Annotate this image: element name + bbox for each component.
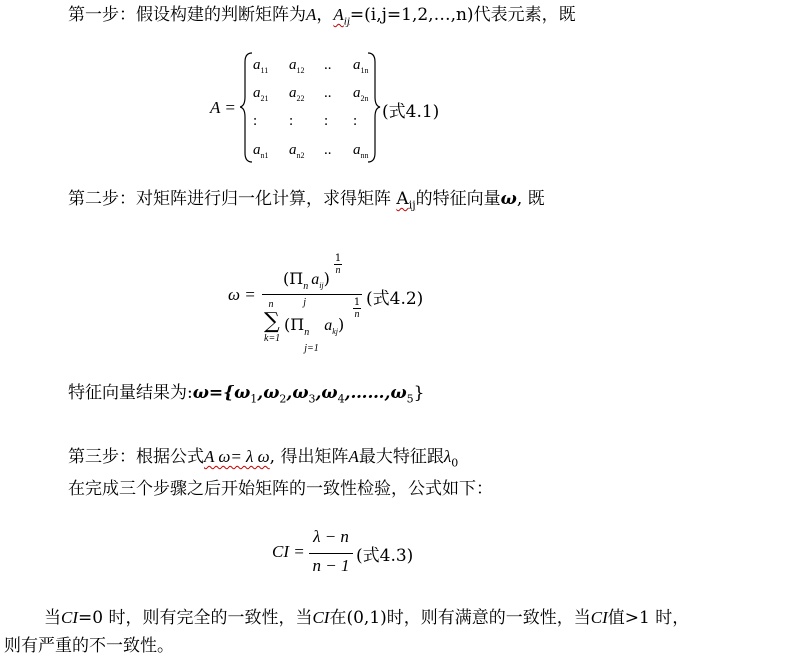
- step3-line: [68, 445, 458, 475]
- matrix-cell-sub: 2n: [360, 94, 369, 103]
- step2-suffix: , 既: [516, 189, 545, 209]
- separator: ，: [316, 5, 334, 25]
- conc-a: 当: [44, 608, 61, 628]
- matrix-cell: $a_{21}$: [253, 85, 269, 103]
- num-sub: j: [303, 297, 306, 308]
- eq42-denominator: [284, 313, 345, 354]
- lambda-sub: 0: [451, 456, 459, 470]
- step2-aij: [396, 189, 416, 212]
- sum-symbol: [264, 298, 281, 346]
- step3-A: A: [348, 447, 359, 466]
- omega-sub-1: 1: [250, 392, 258, 406]
- num-a-sub: ij: [319, 281, 324, 291]
- ci-3: CI: [590, 608, 608, 627]
- matrix-cell-sub: n2: [296, 151, 305, 160]
- step1-range: =(i,j=1,2,…,n)代表元素，既: [349, 5, 576, 25]
- eq41-label: (式4.1): [382, 102, 440, 122]
- matrix-symbol: A: [306, 5, 317, 24]
- step2-mid: 的特征向量: [415, 189, 501, 209]
- step2-A: A: [396, 189, 409, 209]
- matrix-cell: ..: [324, 57, 332, 73]
- den-a: a: [324, 317, 333, 334]
- omega-sub-3: 3: [308, 392, 316, 406]
- aij-sub: ij: [343, 15, 350, 28]
- omega-symbol: ω: [500, 189, 517, 209]
- eq43-label: (式4.3): [356, 546, 414, 566]
- eq43-fraction-bar: [309, 553, 353, 554]
- omega-sub-2: 2: [279, 392, 287, 406]
- den-sub: j=1: [304, 343, 319, 354]
- eq41-lhs: A =: [210, 98, 236, 117]
- step2-line: [68, 187, 545, 217]
- eq42-fraction-bar: [262, 294, 362, 295]
- result-text: 特征向量结果为:: [68, 383, 193, 403]
- result-sep-1: ,ω: [257, 383, 280, 403]
- lambda-symbol: λ: [443, 447, 452, 466]
- num-pi: (Π: [283, 269, 304, 288]
- ci-1: CI: [61, 608, 78, 627]
- omega-sub-5: 5: [406, 392, 414, 406]
- num-close: ): [323, 269, 330, 288]
- matrix-cell: $a_{11}$: [253, 57, 269, 75]
- step3-mid: , 得出矩阵: [269, 447, 349, 467]
- den-exponent: [353, 297, 361, 320]
- eq43-denominator: n − 1: [312, 556, 350, 575]
- conc-c: 在(0,1)时，则有满意的一致性，当: [329, 608, 591, 628]
- matrix-cell-sub: 1n: [360, 66, 369, 75]
- matrix-cell: $a_{22}$: [289, 85, 305, 103]
- matrix-cell: :: [353, 113, 358, 129]
- step3-text: 第三步：根据公式: [68, 447, 204, 467]
- num-a: a: [311, 271, 320, 288]
- matrix-cell: :: [289, 113, 294, 129]
- step3-suffix: 最大特征跟: [358, 447, 444, 467]
- ci-2: CI: [312, 608, 330, 627]
- conc-b: =0 时，则有完全的一致性，当: [78, 608, 313, 628]
- sum-bottom: k=1: [264, 333, 281, 344]
- step3-formula: A ω= λ ω: [204, 447, 270, 466]
- den-pi: (Π: [284, 315, 305, 334]
- step1-line: [68, 3, 576, 33]
- aij-symbol: [333, 5, 350, 28]
- result-sep-2: ,ω: [286, 383, 309, 403]
- matrix-cell: :: [324, 113, 329, 129]
- sum-top: n: [268, 299, 274, 310]
- matrix-cell-sub: 11: [260, 66, 269, 75]
- matrix-cell-sub: nn: [360, 151, 369, 160]
- matrix-cell: ..: [324, 142, 332, 158]
- num-exp-1: 1: [334, 253, 342, 264]
- den-sup: n: [304, 327, 310, 338]
- step2-text: 第二步：对矩阵进行归一化计算，求得矩阵: [68, 189, 391, 209]
- matrix-cell: $a_{n2}$: [289, 142, 305, 160]
- intro-line: 在完成三个步骤之后开始矩阵的一致性检验，公式如下：: [68, 479, 493, 499]
- matrix-cell: $a_{nn}$: [353, 142, 369, 160]
- step2-sub: ij: [408, 198, 416, 212]
- result-sep-3: ,ω: [315, 383, 338, 403]
- den-a-sub: kj: [332, 327, 338, 337]
- matrix-cell: $a_{1n}$: [353, 57, 369, 75]
- matrix-cell-sub: 21: [260, 94, 269, 103]
- matrix-cell: :: [253, 113, 258, 129]
- conclusion-line-2: 则有严重的不一致性。: [4, 636, 174, 656]
- step1-text: 第一步：假设构建的判断矩阵为: [68, 5, 306, 25]
- den-exp-1: 1: [353, 297, 361, 308]
- aij-A: A: [333, 5, 344, 24]
- den-close: ): [337, 315, 345, 334]
- matrix-cell: $a_{12}$: [289, 57, 305, 75]
- matrix-cell: $a_{2n}$: [353, 85, 369, 103]
- matrix-cell-sub: 12: [296, 66, 305, 75]
- result-line: [68, 381, 424, 411]
- matrix-cell: ..: [324, 85, 332, 101]
- conclusion-line-1: [44, 606, 689, 630]
- conc-d: 值>1 时，: [607, 608, 690, 628]
- eq43-numerator: λ − n: [313, 527, 349, 546]
- result-open: ω={ω: [192, 383, 251, 403]
- num-exp-n: n: [335, 265, 341, 276]
- matrix-cell: $a_{n1}$: [253, 142, 269, 160]
- eq43-lhs: CI =: [272, 542, 305, 561]
- eq42-lhs: ω =: [228, 285, 256, 304]
- result-dots: ,……,ω: [344, 383, 407, 403]
- sigma: ∑: [264, 309, 280, 334]
- num-exponent: [334, 253, 342, 276]
- num-sup: n: [303, 281, 309, 292]
- matrix-cell-sub: n1: [260, 151, 269, 160]
- den-exp-n: n: [354, 309, 360, 320]
- matrix-cell-sub: 22: [296, 94, 305, 103]
- result-close: }: [413, 383, 425, 403]
- eq42-label: (式4.2): [366, 289, 424, 309]
- omega-sub-4: 4: [337, 392, 345, 406]
